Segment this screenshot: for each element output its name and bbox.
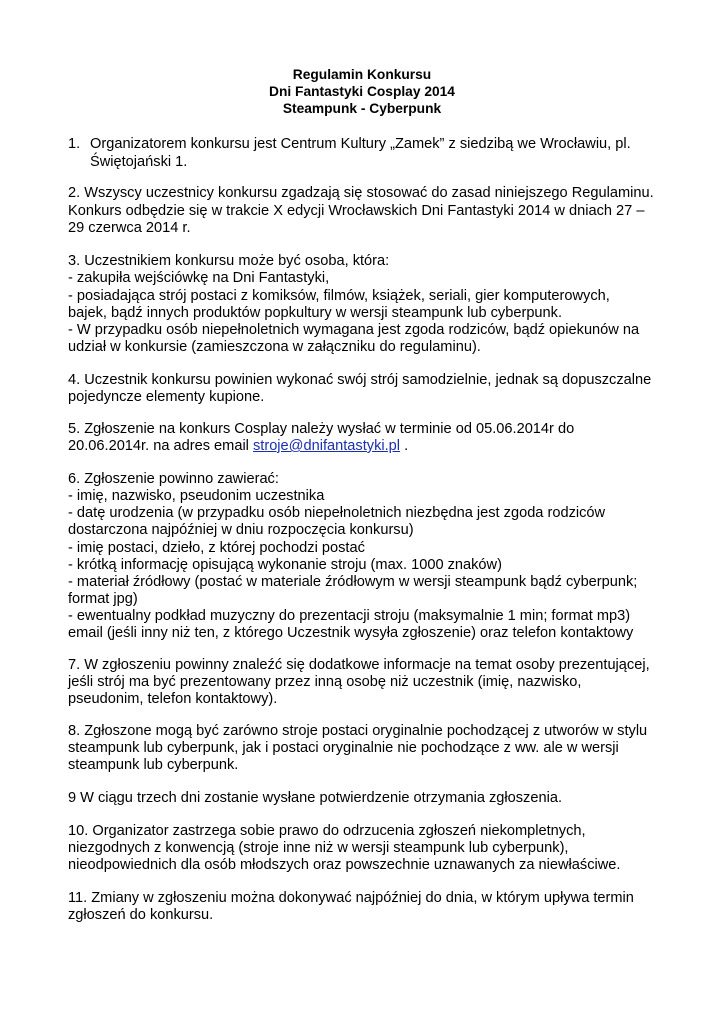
document-title: Regulamin Konkursu <box>292 67 432 82</box>
section-3-line-4: bajek, bądź innych produktów popkultury w wersji steampunk lub cyberpunk. <box>68 305 563 321</box>
section-6-line-6: - krótką informację opisującą wykonanie stroju (max. 1000 znaków) <box>68 557 502 573</box>
section-6-line-1: 6. Zgłoszenie powinno zawierać: <box>68 471 279 487</box>
section-6-line-10: email (jeśli inny niż ten, z którego Uczestnik wysyła zgłoszenie) oraz telefon kontaktowy <box>68 625 634 641</box>
section-1-line-1: Organizatorem konkursu jest Centrum Kultury „Zamek” z siedzibą we Wrocławiu, pl. <box>90 136 631 152</box>
section-11-line-2: zgłoszeń do konkursu. <box>68 907 214 923</box>
section-7-line-3: pseudonim, telefon kontaktowy). <box>68 691 278 707</box>
section-5-line-2-suffix: . <box>400 438 409 454</box>
section-2-line-1: 2. Wszyscy uczestnicy konkursu zgadzają się stosować do zasad niniejszego Regulaminu. <box>68 185 654 201</box>
section-2-line-3: 29 czerwca 2014 r. <box>68 220 191 236</box>
section-5-line-1: 5. Zgłoszenie na konkurs Cosplay należy wysłać w terminie od 05.06.2014r do <box>68 421 575 437</box>
section-1-number: 1. <box>68 136 81 152</box>
section-6-line-4: dostarczona najpóźniej w dniu rozpoczęcia konkursu) <box>68 522 414 538</box>
section-2-line-2: Konkurs odbędzie się w trakcie X edycji Wrocławskich Dni Fantastyki 2014 w dniach 27 – <box>68 203 645 219</box>
section-4-line-1: 4. Uczestnik konkursu powinien wykonać swój strój samodzielnie, jednak są dopuszczalne <box>68 372 652 388</box>
section-4-line-2: pojedyncze elementy kupione. <box>68 389 265 405</box>
section-8-line-2: steampunk lub cyberpunk, jak i postaci oryginalnie nie pochodzące z ww. ale w wersji <box>68 740 619 756</box>
section-9-line-1: 9 W ciągu trzech dni zostanie wysłane potwierdzenie otrzymania zgłoszenia. <box>68 790 562 806</box>
section-7-line-2: jeśli strój ma być prezentowany przez inną osobę niż uczestnik (imię, nazwisko, <box>68 674 582 690</box>
section-1-line-2: Świętojański 1. <box>90 154 188 170</box>
section-3-line-6: udział w konkursie (zamieszczona w załączniku do regulaminu). <box>68 339 481 355</box>
section-3-line-2: - zakupiła wejściówkę na Dni Fantastyki, <box>68 270 330 286</box>
section-5-line-2-prefix: 20.06.2014r. na adres email <box>68 438 253 454</box>
section-6-line-9: - ewentualny podkład muzyczny do prezentacji stroju (maksymalnie 1 min; format mp3) <box>68 608 631 624</box>
section-3-line-1: 3. Uczestnikiem konkursu może być osoba, która: <box>68 253 390 269</box>
section-11-line-1: 11. Zmiany w zgłoszeniu można dokonywać najpóźniej do dnia, w którym upływa termin <box>68 890 634 906</box>
document-theme: Steampunk - Cyberpunk <box>282 101 442 116</box>
section-5-line-2 <box>68 438 408 455</box>
section-10-line-1: 10. Organizator zastrzega sobie prawo do odrzucenia zgłoszeń niekompletnych, <box>68 823 586 839</box>
section-6-line-2: - imię, nazwisko, pseudonim uczestnika <box>68 488 325 504</box>
section-3-line-3: - posiadająca strój postaci z komiksów, filmów, książek, seriali, gier komputerowych, <box>68 288 610 304</box>
section-6-line-5: - imię postaci, dzieło, z której pochodzi postać <box>68 540 365 556</box>
section-3-line-5: - W przypadku osób niepełnoletnich wymagana jest zgoda rodziców, bądź opiekunów na <box>68 322 640 338</box>
section-6-line-8: format jpg) <box>68 591 138 607</box>
email-link[interactable]: stroje@dnifantastyki.pl <box>252 438 401 454</box>
section-8-line-3: steampunk lub cyberpunk. <box>68 757 239 773</box>
section-6-line-7: - materiał źródłowy (postać w materiale źródłowym w wersji steampunk bądź cyberpunk; <box>68 574 638 590</box>
section-7-line-1: 7. W zgłoszeniu powinny znaleźć się dodatkowe informacje na temat osoby prezentującej, <box>68 657 650 673</box>
section-8-line-1: 8. Zgłoszone mogą być zarówno stroje postaci oryginalnie pochodzącej z utworów w stylu <box>68 723 648 739</box>
section-10-line-3: nieodpowiednich dla osób młodszych oraz powszechnie uznawanych za niewłaściwe. <box>68 857 621 873</box>
section-10-line-2: niezgodnych z konwencją (stroje inne niż w wersji steampunk lub cyberpunk), <box>68 840 569 856</box>
document-subtitle: Dni Fantastyki Cosplay 2014 <box>269 84 455 99</box>
section-6-line-3: - datę urodzenia (w przypadku osób niepełnoletnich niezbędna jest zgoda rodziców <box>68 505 606 521</box>
